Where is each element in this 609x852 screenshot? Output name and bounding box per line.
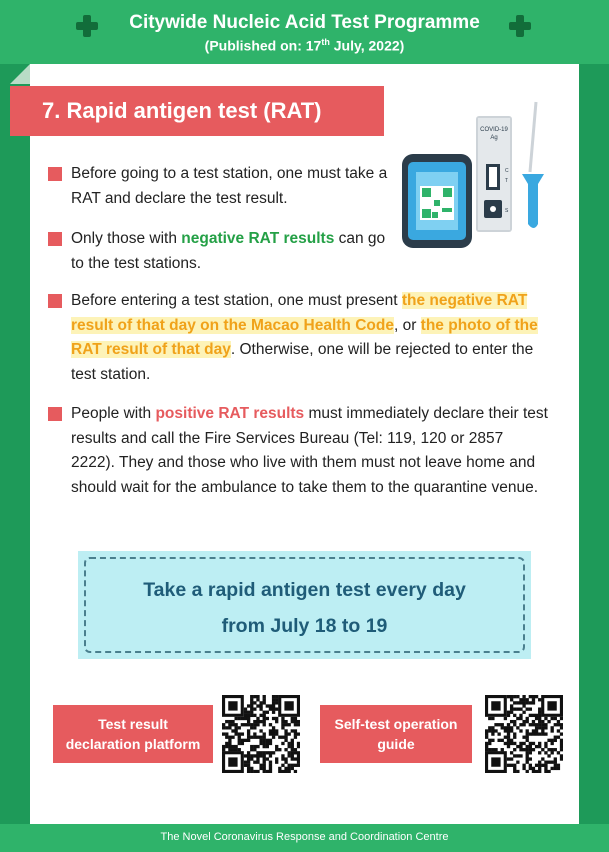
header bbox=[0, 0, 609, 62]
bullet-text-4: People with positive RAT results must immediately declare their test results and call the Fire Services Bureau (Tel: 119, 120 or 2857 2222). They and those who live with them must not leave home and should wait for the ambulance to take them to the quarantine venue. bbox=[71, 405, 548, 496]
footer: The Novel Coronavirus Response and Coordination Centre bbox=[0, 824, 609, 852]
side-border-left bbox=[0, 64, 30, 824]
swab-icon bbox=[522, 102, 544, 228]
side-border-right bbox=[579, 64, 609, 824]
published-date: (Published on: 17th July, 2022) bbox=[204, 37, 405, 54]
phone-qr-icon bbox=[402, 154, 472, 248]
rat-illustration bbox=[398, 100, 558, 250]
notice-line-2: from July 18 to 19 bbox=[221, 615, 388, 637]
bullet-marker bbox=[48, 407, 62, 421]
kit-c: C bbox=[505, 168, 509, 174]
bullet-text-3: Before entering a test station, one must present the negative RAT result of that day on the Macao Health Code, or the photo of the RAT result of that day. Otherwise, one will be rejected to enter the test station. bbox=[71, 292, 538, 383]
qr-code-icon[interactable] bbox=[485, 695, 563, 773]
test-kit-icon bbox=[476, 116, 512, 232]
kit-s: S bbox=[505, 208, 509, 214]
qr-code-icon[interactable] bbox=[222, 695, 300, 773]
plus-cross-icon bbox=[509, 15, 531, 37]
bullet-marker bbox=[48, 232, 62, 246]
declaration-platform-button[interactable]: Test result declaration platform bbox=[53, 705, 213, 763]
bullet-text-2: Only those with negative RAT results can go to the test stations. bbox=[71, 230, 386, 272]
bullet-marker bbox=[48, 294, 62, 308]
banner-fold bbox=[10, 64, 30, 84]
kit-label-2: Ag bbox=[490, 135, 498, 141]
notice-line-1: Take a rapid antigen test every day bbox=[143, 579, 466, 601]
bullet-text-1: Before going to a test station, one must take a RAT and declare the test result. bbox=[71, 165, 388, 207]
kit-label: COVID-19 bbox=[480, 127, 508, 133]
programme-title: Citywide Nucleic Acid Test Programme bbox=[129, 12, 480, 33]
bullet-marker bbox=[48, 167, 62, 181]
kit-t: T bbox=[505, 178, 509, 184]
notice-box bbox=[78, 551, 531, 659]
section-title: 7. Rapid antigen test (RAT) bbox=[10, 86, 384, 136]
notice-dashed-frame bbox=[84, 557, 525, 653]
self-test-guide-button[interactable]: Self-test operation guide bbox=[320, 705, 472, 763]
